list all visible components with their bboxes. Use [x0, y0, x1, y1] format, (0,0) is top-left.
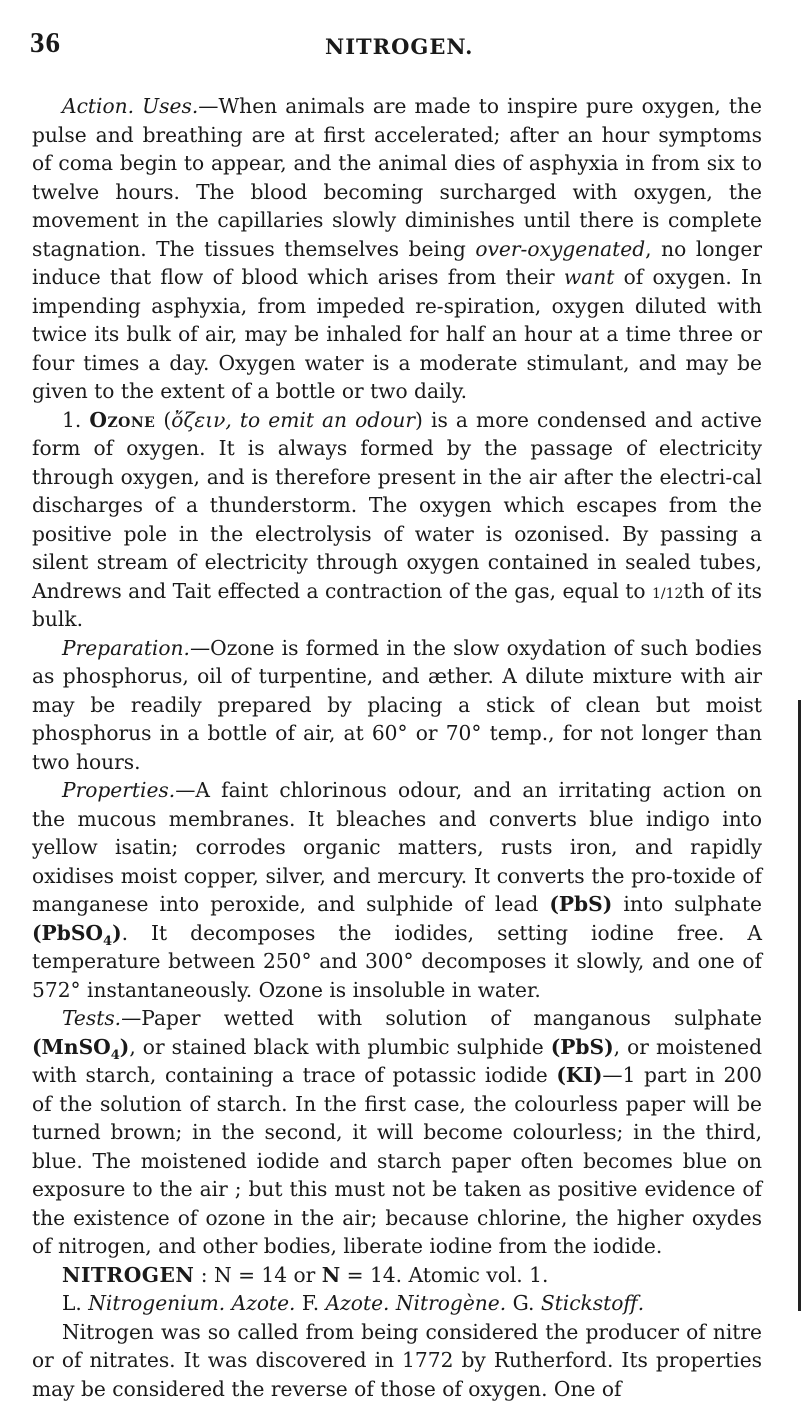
text-span: —Paper wetted with solution of manganous sulphate: [121, 1006, 762, 1030]
text-span: of oxygen. In impending asphyxia, from impeded re-spiration, oxygen diluted with twice its bulk of air, may be inhaled for half an hour at a time three or four times a day. Oxygen water is a moderate stimulant, and may be given to the extent of a bottle or two daily.: [32, 265, 762, 403]
paragraph-action-uses: [32, 92, 762, 406]
uses-label: Uses.: [142, 94, 198, 118]
latin-abbrev: L.: [62, 1291, 82, 1315]
formula-pbso4: [32, 921, 122, 945]
text-span: = 14. Atomic vol. 1.: [340, 1263, 548, 1287]
text-span: (: [155, 408, 171, 432]
text-span: —A faint chlorinous odour, and an irritating action on the mucous membranes. It bleaches and converts blue indigo into yellow isatin; corrodes organic matters, rusts iron, and rapidly oxidises moist copper, silver, and mercury. It converts the pro-toxide of manganese into peroxide, and sulphide of lead: [32, 778, 762, 916]
french-abbrev: F.: [302, 1291, 319, 1315]
formula-part: ): [120, 1035, 130, 1059]
emphasis-want: want: [564, 265, 614, 289]
text-span: , or moistened with starch, containing a trace of potassic iodide: [32, 1035, 762, 1088]
formula-part: (MnSO: [32, 1035, 111, 1059]
text-span: ): [415, 408, 423, 432]
action-label: Action.: [62, 94, 134, 118]
subscript: 4: [103, 934, 112, 949]
nitrogen-heading: NITROGEN: [62, 1263, 194, 1287]
etymology: , to emit an odour: [225, 408, 415, 432]
subscript: 4: [111, 1048, 120, 1063]
french-azote: Azote.: [326, 1291, 390, 1315]
formula-pbs: (PbS): [551, 1035, 614, 1059]
formula-part: ): [112, 921, 122, 945]
paragraph-properties: [32, 776, 762, 1004]
properties-label: Properties.: [62, 778, 175, 802]
text-span: Nitrogen was so called from being considered the producer of nitre or of nitrates. It was discovered in 1772 by Rutherford. Its properties may be considered the reverse of those of oxygen. One of: [32, 1320, 762, 1401]
paragraph-ozone: [32, 406, 762, 634]
fraction-one-twelfth: 1/12: [652, 586, 683, 602]
paragraph-preparation: [32, 634, 762, 777]
emphasis-over-oxygenated: over-oxygenated: [475, 237, 645, 261]
ozone-heading: Ozone: [89, 408, 155, 432]
text-span: , no longer induce that flow of blood which arises from their: [32, 237, 762, 290]
text-span: . It decomposes the iodides, setting iodine free. A temperature between 250° and 300° decomposes it slowly, and one of 572° instantaneously. Ozone is insoluble in water.: [32, 921, 762, 1002]
formula-part: (PbSO: [32, 921, 103, 945]
text-span: into sulphate: [612, 892, 762, 916]
running-head: NITROGEN.: [325, 34, 474, 59]
text-span: —Ozone is formed in the slow oxydation of such bodies as phosphorus, oil of turpentine, and æther. A dilute mixture with air may be readily prepared by placing a stick of clean but moist phosphorus in a bottle of air, at 60° or 70° temp., for not longer than two hours.: [32, 636, 762, 774]
formula-mnso4: [32, 1035, 129, 1059]
paragraph-nitrogen-history: [32, 1318, 762, 1403]
text-span: is a more condensed and active form of oxygen. It is always formed by the passage of electricity through oxygen, and is therefore present in the air after the electri-cal discharges of a thunderstorm. The oxygen which escapes from the positive pole in the electrolysis of water is ozonised. By passing a silent stream of electricity through oxygen contained in sealed tubes, Andrews and Tait effected a contraction of the gas, equal to: [32, 408, 762, 603]
item-number: 1.: [62, 408, 81, 432]
paragraph-names: [32, 1289, 762, 1318]
page-number: 36: [30, 27, 61, 60]
german-name: Stickstoff.: [541, 1291, 644, 1315]
formula-pbs: (PbS): [549, 892, 612, 916]
formula-ki: (KI): [556, 1063, 602, 1087]
azote-name: Azote.: [232, 1291, 296, 1315]
greek-word: ὄζειν: [171, 408, 225, 432]
french-nitrogene: Nitrogène.: [396, 1291, 506, 1315]
text-span: th of its bulk.: [32, 579, 762, 632]
page-body: [32, 92, 762, 1403]
text-span: , or stained black with plumbic sulphide: [129, 1035, 550, 1059]
text-span: : N = 14 or: [194, 1263, 321, 1287]
preparation-label: Preparation.: [62, 636, 190, 660]
bold-n-symbol: N: [322, 1263, 340, 1287]
text-span: —When animals are made to inspire pure oxygen, the pulse and breathing are at first accelerated; after an hour symptoms of coma begin to appear, and the animal dies of asphyxia in from six to twelve hours. The blood becoming surcharged with oxygen, the movement in the capillaries slowly diminishes until there is complete stagnation. The tissues themselves being: [32, 94, 762, 261]
tests-label: Tests.: [62, 1006, 121, 1030]
paragraph-tests: [32, 1004, 762, 1261]
paragraph-nitrogen-heading: [32, 1261, 762, 1290]
german-abbrev: G.: [513, 1291, 535, 1315]
latin-name: Nitrogenium.: [88, 1291, 225, 1315]
text-span: —1 part in 200 of the solution of starch. In the first case, the colourless paper will be turned brown; in the second, it will become colourless; in the third, blue. The moistened iodide and starch paper often becomes blue on exposure to the air ; but this must not be taken as positive evidence of the existence of ozone in the air; because chlorine, the higher oxydes of nitrogen, and other bodies, liberate iodine from the iodide.: [32, 1063, 762, 1258]
